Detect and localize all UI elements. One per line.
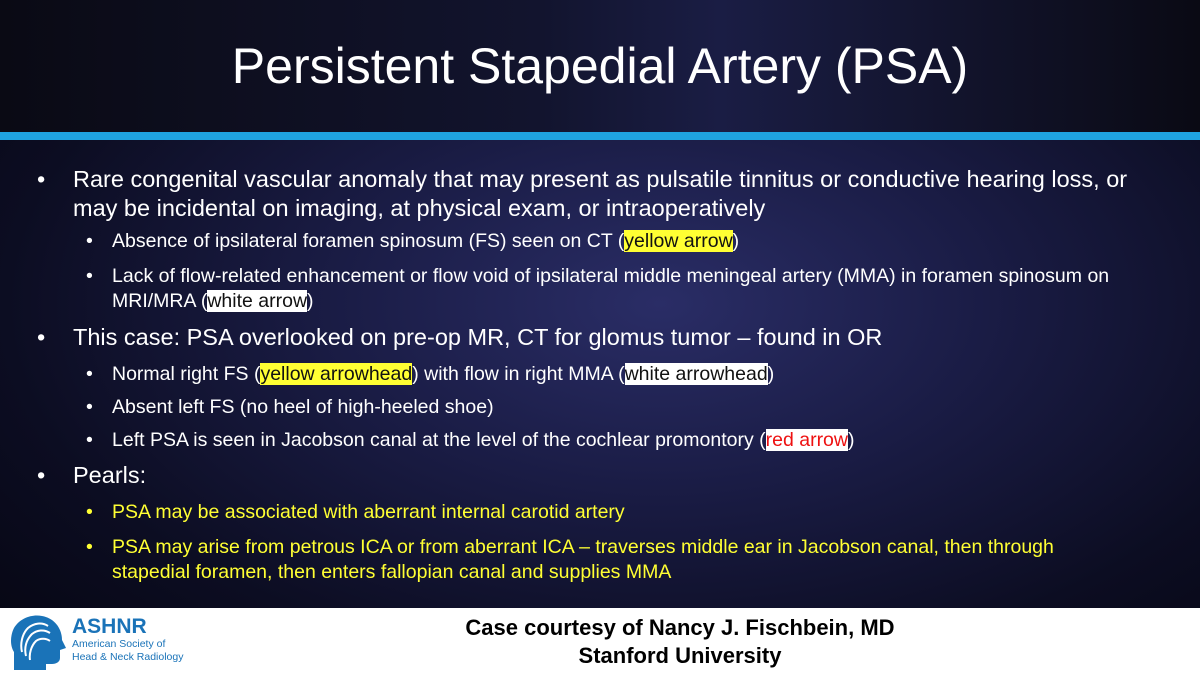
bullet-2-2	[0, 395, 1122, 420]
logo-line-1: American Society of	[72, 638, 166, 650]
bullet-dot-icon: •	[86, 265, 93, 287]
bullet-2-1-text: Normal right FS (	[112, 363, 261, 385]
bullet-2-text: This case: PSA overlooked on pre-op MR, CT for glomus tumor – found in OR	[73, 324, 883, 350]
logo-acronym: ASHNR	[72, 615, 147, 638]
bullet-1-2-text: Lack of flow-related enhancement or flow void of ipsilateral middle meningeal artery (MMA) in foramen spinosum on MRI/MRA (	[112, 265, 1110, 312]
bullet-dot-icon: •	[86, 536, 93, 558]
yellow-arrow-label: yellow arrow	[624, 230, 733, 252]
bullet-dot-icon: •	[86, 396, 93, 418]
bullet-2-3-text: Left PSA is seen in Jacobson canal at the level of the cochlear promontory (	[112, 429, 766, 451]
bullet-2-1-close: )	[767, 363, 775, 385]
credit-line-1: Case courtesy of Nancy J. Fischbein, MD	[465, 615, 895, 640]
bullet-3-1	[0, 500, 1122, 525]
bullet-1-text: Rare congenital vascular anomaly that may present as pulsatile tinnitus or conductive hearing loss, or may be incidental on imaging, at physical exam, or intraoperatively	[73, 166, 1128, 221]
logo-text	[72, 616, 183, 664]
bullet-1-1-close: )	[732, 230, 740, 252]
logo-line-2: Head & Neck Radiology	[72, 651, 184, 663]
bullet-1-1	[0, 229, 1122, 254]
slide-content	[0, 165, 1200, 585]
white-arrow-label: white arrow	[207, 290, 308, 312]
bullet-2	[0, 323, 1133, 352]
bullet-3	[0, 461, 1133, 490]
bullet-3-2	[0, 535, 1122, 585]
bullet-3-text: Pearls:	[73, 462, 147, 488]
bullet-2-2-text: Absent left FS (no heel of high-heeled shoe)	[112, 396, 494, 418]
red-arrow-label: red arrow	[765, 429, 848, 451]
bullet-1	[0, 165, 1133, 223]
bullet-2-1	[0, 362, 1122, 387]
bullet-3-1-text: PSA may be associated with aberrant internal carotid artery	[112, 501, 625, 523]
title-divider	[0, 132, 1200, 140]
bullet-dot-icon: •	[86, 230, 93, 252]
bullet-1-2-close: )	[307, 290, 314, 312]
bullet-dot-icon: •	[37, 324, 46, 350]
bullet-1-1-text: Absence of ipsilateral foramen spinosum (FS) seen on CT (	[112, 230, 625, 252]
case-credit	[380, 614, 980, 670]
bullet-2-3	[0, 428, 1122, 453]
ashnr-head-logo-icon	[8, 612, 68, 672]
bullet-dot-icon: •	[86, 429, 93, 451]
credit-line-2: Stanford University	[578, 643, 782, 668]
yellow-arrowhead-label: yellow arrowhead	[260, 363, 413, 385]
bullet-dot-icon: •	[86, 501, 93, 523]
white-arrowhead-label: white arrowhead	[624, 363, 768, 385]
bullet-3-2-text: PSA may arise from petrous ICA or from aberrant ICA – traverses middle ear in Jacobson canal, then through stapedial foramen, then enters fallopian canal and supplies MMA	[112, 536, 1054, 583]
bullet-1-2	[0, 264, 1122, 314]
bullet-dot-icon: •	[86, 363, 93, 385]
bullet-2-3-close: )	[848, 429, 855, 451]
bullet-dot-icon: •	[37, 462, 46, 488]
bullet-dot-icon: •	[37, 166, 46, 192]
footer-bar	[0, 608, 1200, 675]
slide-title: Persistent Stapedial Artery (PSA)	[231, 38, 969, 94]
bullet-2-1-mid: ) with flow in right MMA (	[412, 363, 625, 385]
